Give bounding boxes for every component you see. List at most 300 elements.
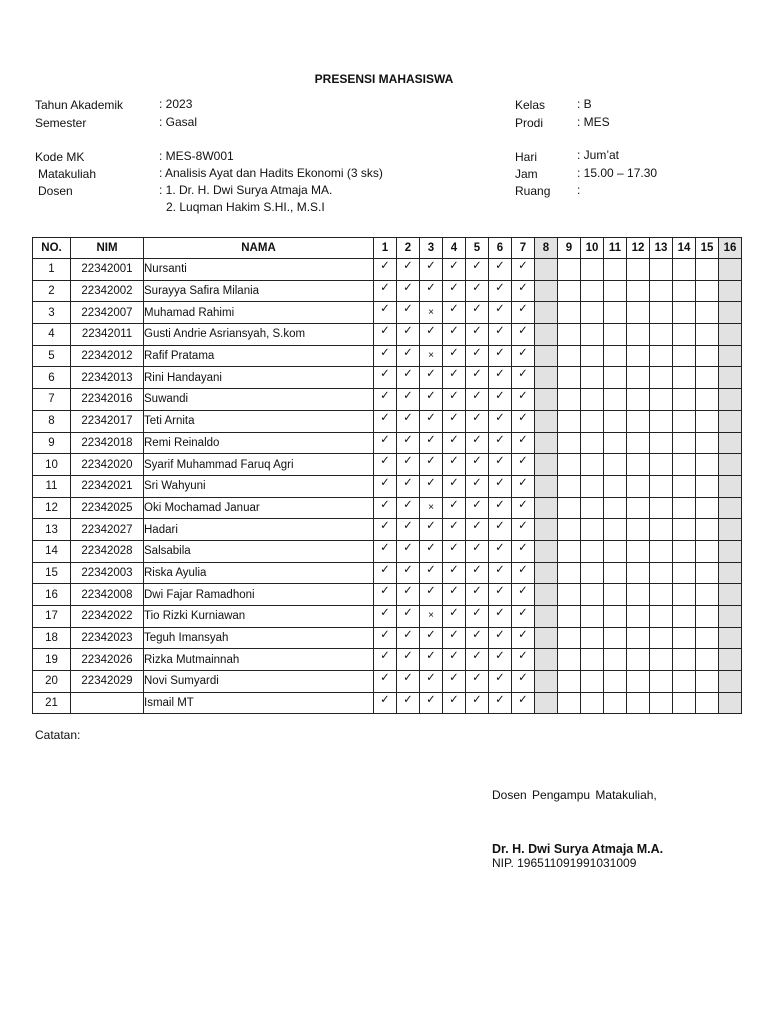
check-mark-icon: ✓ — [397, 519, 420, 541]
cell-nama: Nursanti — [144, 259, 374, 281]
check-mark-icon: ✓ — [397, 454, 420, 476]
attendance-cell — [673, 584, 696, 606]
cell-nama: Hadari — [144, 519, 374, 541]
attendance-cell — [581, 259, 604, 281]
check-mark-icon: ✓ — [397, 692, 420, 714]
check-mark-icon: ✓ — [443, 671, 466, 693]
attendance-cell — [581, 432, 604, 454]
check-mark-icon: ✓ — [466, 497, 489, 519]
check-mark-icon: ✓ — [489, 519, 512, 541]
check-mark-icon: ✓ — [420, 259, 443, 281]
check-mark-icon: ✓ — [443, 389, 466, 411]
check-mark-icon: ✓ — [466, 324, 489, 346]
attendance-cell — [673, 389, 696, 411]
header-meeting: 10 — [581, 238, 604, 259]
check-mark-icon: ✓ — [512, 259, 535, 281]
attendance-cell — [627, 562, 650, 584]
table-row — [33, 389, 742, 411]
check-mark-icon: ✓ — [374, 649, 397, 671]
cell-nim: 22342026 — [71, 649, 144, 671]
attendance-cell — [719, 649, 742, 671]
cell-nama: Gusti Andrie Asriansyah, S.kom — [144, 324, 374, 346]
attendance-cell — [627, 454, 650, 476]
attendance-cell — [650, 584, 673, 606]
cell-no: 12 — [33, 497, 71, 519]
info-label-prodi: Prodi — [515, 116, 544, 130]
attendance-cell — [719, 606, 742, 628]
table-row — [33, 280, 742, 302]
attendance-cell — [696, 497, 719, 519]
check-mark-icon: ✓ — [512, 540, 535, 562]
cell-nama: Surayya Safira Milania — [144, 280, 374, 302]
table-row — [33, 324, 742, 346]
attendance-cell — [719, 497, 742, 519]
attendance-cell — [650, 627, 673, 649]
check-mark-icon: ✓ — [512, 410, 535, 432]
cell-nama: Riska Ayulia — [144, 562, 374, 584]
attendance-cell — [604, 389, 627, 411]
info-value-matakuliah: : Analisis Ayat dan Hadits Ekonomi (3 sks) — [159, 166, 383, 180]
attendance-cell — [535, 345, 558, 367]
check-mark-icon: ✓ — [374, 345, 397, 367]
cell-nama: Remi Reinaldo — [144, 432, 374, 454]
attendance-cell — [581, 519, 604, 541]
check-mark-icon: ✓ — [512, 280, 535, 302]
attendance-cell — [696, 692, 719, 714]
info-value-dosen-1: : 1. Dr. H. Dwi Surya Atmaja MA. — [159, 183, 333, 197]
check-mark-icon: ✓ — [512, 345, 535, 367]
table-row — [33, 410, 742, 432]
check-mark-icon: ✓ — [489, 367, 512, 389]
attendance-cell — [604, 519, 627, 541]
attendance-cell — [673, 692, 696, 714]
check-mark-icon: ✓ — [374, 389, 397, 411]
attendance-cell — [627, 627, 650, 649]
table-row — [33, 627, 742, 649]
attendance-cell — [696, 345, 719, 367]
check-mark-icon: ✓ — [420, 324, 443, 346]
attendance-cell — [558, 692, 581, 714]
cross-mark-icon: × — [420, 302, 443, 324]
check-mark-icon: ✓ — [466, 692, 489, 714]
attendance-cell — [673, 627, 696, 649]
attendance-cell — [558, 649, 581, 671]
attendance-cell — [719, 367, 742, 389]
attendance-cell — [604, 584, 627, 606]
cell-no: 18 — [33, 627, 71, 649]
cell-no: 19 — [33, 649, 71, 671]
info-label-dosen: Dosen — [38, 184, 73, 198]
header-meeting: 4 — [443, 238, 466, 259]
attendance-cell — [535, 389, 558, 411]
attendance-cell — [558, 454, 581, 476]
check-mark-icon: ✓ — [489, 280, 512, 302]
attendance-cell — [719, 519, 742, 541]
attendance-cell — [604, 627, 627, 649]
check-mark-icon: ✓ — [443, 367, 466, 389]
check-mark-icon: ✓ — [489, 432, 512, 454]
header-meeting: 12 — [627, 238, 650, 259]
cell-no: 17 — [33, 606, 71, 628]
check-mark-icon: ✓ — [443, 497, 466, 519]
attendance-cell — [650, 519, 673, 541]
check-mark-icon: ✓ — [397, 259, 420, 281]
attendance-cell — [581, 562, 604, 584]
check-mark-icon: ✓ — [374, 324, 397, 346]
check-mark-icon: ✓ — [443, 519, 466, 541]
cell-nim: 22342017 — [71, 410, 144, 432]
attendance-cell — [558, 562, 581, 584]
attendance-cell — [558, 606, 581, 628]
attendance-cell — [558, 259, 581, 281]
check-mark-icon: ✓ — [512, 454, 535, 476]
attendance-cell — [673, 302, 696, 324]
attendance-cell — [558, 302, 581, 324]
attendance-cell — [535, 432, 558, 454]
attendance-cell — [535, 454, 558, 476]
check-mark-icon: ✓ — [466, 454, 489, 476]
attendance-cell — [581, 345, 604, 367]
attendance-cell — [604, 692, 627, 714]
attendance-cell — [604, 367, 627, 389]
attendance-cell — [604, 562, 627, 584]
attendance-cell — [627, 367, 650, 389]
check-mark-icon: ✓ — [466, 671, 489, 693]
cell-no: 3 — [33, 302, 71, 324]
attendance-cell — [627, 692, 650, 714]
check-mark-icon: ✓ — [397, 432, 420, 454]
check-mark-icon: ✓ — [420, 671, 443, 693]
check-mark-icon: ✓ — [489, 606, 512, 628]
cell-nama: Muhamad Rahimi — [144, 302, 374, 324]
check-mark-icon: ✓ — [420, 692, 443, 714]
attendance-cell — [604, 475, 627, 497]
attendance-cell — [581, 410, 604, 432]
check-mark-icon: ✓ — [466, 367, 489, 389]
attendance-cell — [696, 671, 719, 693]
attendance-cell — [627, 410, 650, 432]
attendance-cell — [558, 584, 581, 606]
attendance-cell — [673, 454, 696, 476]
attendance-cell — [719, 259, 742, 281]
check-mark-icon: ✓ — [466, 389, 489, 411]
check-mark-icon: ✓ — [397, 324, 420, 346]
signer-title: Dosen Pengampu Matakuliah, — [492, 788, 657, 802]
attendance-cell — [604, 671, 627, 693]
check-mark-icon: ✓ — [512, 692, 535, 714]
attendance-cell — [696, 302, 719, 324]
attendance-cell — [650, 345, 673, 367]
check-mark-icon: ✓ — [374, 540, 397, 562]
attendance-cell — [558, 432, 581, 454]
attendance-cell — [673, 519, 696, 541]
check-mark-icon: ✓ — [512, 475, 535, 497]
attendance-cell — [581, 475, 604, 497]
attendance-cell — [696, 584, 719, 606]
check-mark-icon: ✓ — [489, 497, 512, 519]
table-row — [33, 540, 742, 562]
check-mark-icon: ✓ — [374, 692, 397, 714]
check-mark-icon: ✓ — [489, 389, 512, 411]
cell-nama: Dwi Fajar Ramadhoni — [144, 584, 374, 606]
check-mark-icon: ✓ — [374, 671, 397, 693]
attendance-cell — [581, 540, 604, 562]
check-mark-icon: ✓ — [466, 649, 489, 671]
check-mark-icon: ✓ — [466, 562, 489, 584]
check-mark-icon: ✓ — [443, 280, 466, 302]
attendance-cell — [581, 584, 604, 606]
attendance-cell — [535, 606, 558, 628]
attendance-cell — [650, 367, 673, 389]
cell-nim: 22342023 — [71, 627, 144, 649]
info-label-tahun: Tahun Akademik — [35, 98, 124, 112]
table-row — [33, 649, 742, 671]
check-mark-icon: ✓ — [512, 324, 535, 346]
attendance-cell — [650, 280, 673, 302]
attendance-cell — [535, 410, 558, 432]
attendance-cell — [696, 519, 719, 541]
check-mark-icon: ✓ — [420, 280, 443, 302]
attendance-cell — [627, 519, 650, 541]
check-mark-icon: ✓ — [374, 519, 397, 541]
info-value-semester: : Gasal — [159, 115, 198, 129]
cross-mark-icon: × — [420, 606, 443, 628]
attendance-cell — [627, 302, 650, 324]
check-mark-icon: ✓ — [512, 497, 535, 519]
info-value-tahun: : 2023 — [159, 97, 193, 111]
check-mark-icon: ✓ — [489, 671, 512, 693]
attendance-cell — [604, 649, 627, 671]
attendance-cell — [650, 475, 673, 497]
attendance-cell — [627, 584, 650, 606]
header-meeting: 13 — [650, 238, 673, 259]
attendance-cell — [696, 475, 719, 497]
attendance-cell — [535, 562, 558, 584]
check-mark-icon: ✓ — [443, 692, 466, 714]
attendance-cell — [650, 562, 673, 584]
attendance-cell — [719, 280, 742, 302]
attendance-cell — [581, 324, 604, 346]
cell-nama: Novi Sumyardi — [144, 671, 374, 693]
check-mark-icon: ✓ — [443, 410, 466, 432]
table-row — [33, 497, 742, 519]
check-mark-icon: ✓ — [397, 345, 420, 367]
attendance-cell — [558, 280, 581, 302]
attendance-cell — [650, 324, 673, 346]
catatan-label: Catatan: — [35, 728, 81, 742]
attendance-cell — [627, 259, 650, 281]
check-mark-icon: ✓ — [512, 367, 535, 389]
attendance-cell — [604, 280, 627, 302]
attendance-cell — [581, 280, 604, 302]
cell-nama: Salsabila — [144, 540, 374, 562]
check-mark-icon: ✓ — [466, 345, 489, 367]
check-mark-icon: ✓ — [443, 606, 466, 628]
attendance-cell — [719, 692, 742, 714]
cell-nim: 22342025 — [71, 497, 144, 519]
attendance-cell — [696, 259, 719, 281]
table-row — [33, 519, 742, 541]
cell-no: 5 — [33, 345, 71, 367]
attendance-cell — [558, 497, 581, 519]
attendance-cell — [673, 280, 696, 302]
table-row — [33, 302, 742, 324]
check-mark-icon: ✓ — [489, 475, 512, 497]
attendance-cell — [650, 410, 673, 432]
attendance-cell — [696, 562, 719, 584]
attendance-cell — [581, 692, 604, 714]
attendance-cell — [719, 627, 742, 649]
check-mark-icon: ✓ — [420, 627, 443, 649]
table-row — [33, 259, 742, 281]
attendance-cell — [535, 280, 558, 302]
cell-nama: Suwandi — [144, 389, 374, 411]
attendance-cell — [627, 324, 650, 346]
check-mark-icon: ✓ — [512, 302, 535, 324]
attendance-cell — [650, 606, 673, 628]
attendance-cell — [673, 606, 696, 628]
check-mark-icon: ✓ — [466, 627, 489, 649]
attendance-cell — [627, 280, 650, 302]
check-mark-icon: ✓ — [374, 475, 397, 497]
cell-no: 6 — [33, 367, 71, 389]
cell-nama: Sri Wahyuni — [144, 475, 374, 497]
attendance-cell — [581, 649, 604, 671]
check-mark-icon: ✓ — [466, 606, 489, 628]
table-row — [33, 345, 742, 367]
check-mark-icon: ✓ — [420, 584, 443, 606]
header-meeting: 11 — [604, 238, 627, 259]
attendance-cell — [581, 302, 604, 324]
cell-nim: 22342021 — [71, 475, 144, 497]
header-meeting: 14 — [673, 238, 696, 259]
check-mark-icon: ✓ — [466, 280, 489, 302]
attendance-cell — [673, 367, 696, 389]
attendance-cell — [696, 389, 719, 411]
attendance-cell — [535, 540, 558, 562]
check-mark-icon: ✓ — [397, 540, 420, 562]
check-mark-icon: ✓ — [489, 540, 512, 562]
check-mark-icon: ✓ — [397, 280, 420, 302]
check-mark-icon: ✓ — [374, 367, 397, 389]
check-mark-icon: ✓ — [466, 259, 489, 281]
attendance-cell — [581, 454, 604, 476]
attendance-cell — [627, 389, 650, 411]
info-value-ruang: : — [577, 183, 581, 197]
attendance-cell — [535, 627, 558, 649]
header-meeting: 6 — [489, 238, 512, 259]
header-meeting: 2 — [397, 238, 420, 259]
check-mark-icon: ✓ — [420, 562, 443, 584]
attendance-cell — [650, 389, 673, 411]
header-nama: NAMA — [144, 238, 374, 259]
attendance-cell — [535, 649, 558, 671]
info-label-jam: Jam — [515, 167, 538, 181]
cell-nama: Teti Arnita — [144, 410, 374, 432]
attendance-cell — [604, 497, 627, 519]
attendance-cell — [719, 432, 742, 454]
attendance-cell — [673, 410, 696, 432]
cross-mark-icon: × — [420, 497, 443, 519]
cell-nama: Ismail MT — [144, 692, 374, 714]
attendance-cell — [535, 367, 558, 389]
header-meeting: 5 — [466, 238, 489, 259]
check-mark-icon: ✓ — [443, 454, 466, 476]
check-mark-icon: ✓ — [443, 302, 466, 324]
cell-nim: 22342028 — [71, 540, 144, 562]
attendance-cell — [581, 627, 604, 649]
check-mark-icon: ✓ — [466, 432, 489, 454]
header-nim: NIM — [71, 238, 144, 259]
check-mark-icon: ✓ — [374, 432, 397, 454]
attendance-cell — [673, 540, 696, 562]
info-value-kode: : MES-8W001 — [159, 149, 234, 163]
check-mark-icon: ✓ — [374, 280, 397, 302]
cell-no: 8 — [33, 410, 71, 432]
attendance-cell — [719, 345, 742, 367]
check-mark-icon: ✓ — [466, 519, 489, 541]
attendance-cell — [627, 649, 650, 671]
cell-nama: Oki Mochamad Januar — [144, 497, 374, 519]
cell-nama: Teguh Imansyah — [144, 627, 374, 649]
attendance-cell — [604, 454, 627, 476]
cell-nim: 22342011 — [71, 324, 144, 346]
info-label-kelas: Kelas — [515, 98, 546, 112]
check-mark-icon: ✓ — [466, 302, 489, 324]
cell-no: 1 — [33, 259, 71, 281]
check-mark-icon: ✓ — [397, 497, 420, 519]
cell-nim: 22342012 — [71, 345, 144, 367]
attendance-cell — [627, 345, 650, 367]
attendance-cell — [558, 475, 581, 497]
cell-no: 16 — [33, 584, 71, 606]
table-row — [33, 454, 742, 476]
table-header-row — [33, 238, 742, 259]
cell-no: 7 — [33, 389, 71, 411]
check-mark-icon: ✓ — [443, 475, 466, 497]
attendance-cell — [535, 584, 558, 606]
cell-nim — [71, 692, 144, 714]
table-row — [33, 584, 742, 606]
check-mark-icon: ✓ — [489, 562, 512, 584]
check-mark-icon: ✓ — [489, 259, 512, 281]
header-meeting: 16 — [719, 238, 742, 259]
header-no: NO. — [33, 238, 71, 259]
check-mark-icon: ✓ — [443, 540, 466, 562]
info-label-matakuliah: Matakuliah — [38, 167, 97, 181]
attendance-cell — [650, 692, 673, 714]
attendance-cell — [719, 324, 742, 346]
table-row — [33, 562, 742, 584]
check-mark-icon: ✓ — [443, 562, 466, 584]
attendance-cell — [535, 324, 558, 346]
table-row — [33, 367, 742, 389]
info-label-semester: Semester — [35, 116, 87, 130]
page-title: PRESENSI MAHASISWA — [314, 72, 454, 86]
check-mark-icon: ✓ — [512, 606, 535, 628]
check-mark-icon: ✓ — [397, 671, 420, 693]
cell-nim: 22342008 — [71, 584, 144, 606]
check-mark-icon: ✓ — [397, 649, 420, 671]
attendance-cell — [627, 606, 650, 628]
attendance-cell — [719, 584, 742, 606]
cell-nim: 22342016 — [71, 389, 144, 411]
check-mark-icon: ✓ — [466, 584, 489, 606]
cell-no: 10 — [33, 454, 71, 476]
table-row — [33, 475, 742, 497]
cell-nim: 22342022 — [71, 606, 144, 628]
check-mark-icon: ✓ — [397, 562, 420, 584]
